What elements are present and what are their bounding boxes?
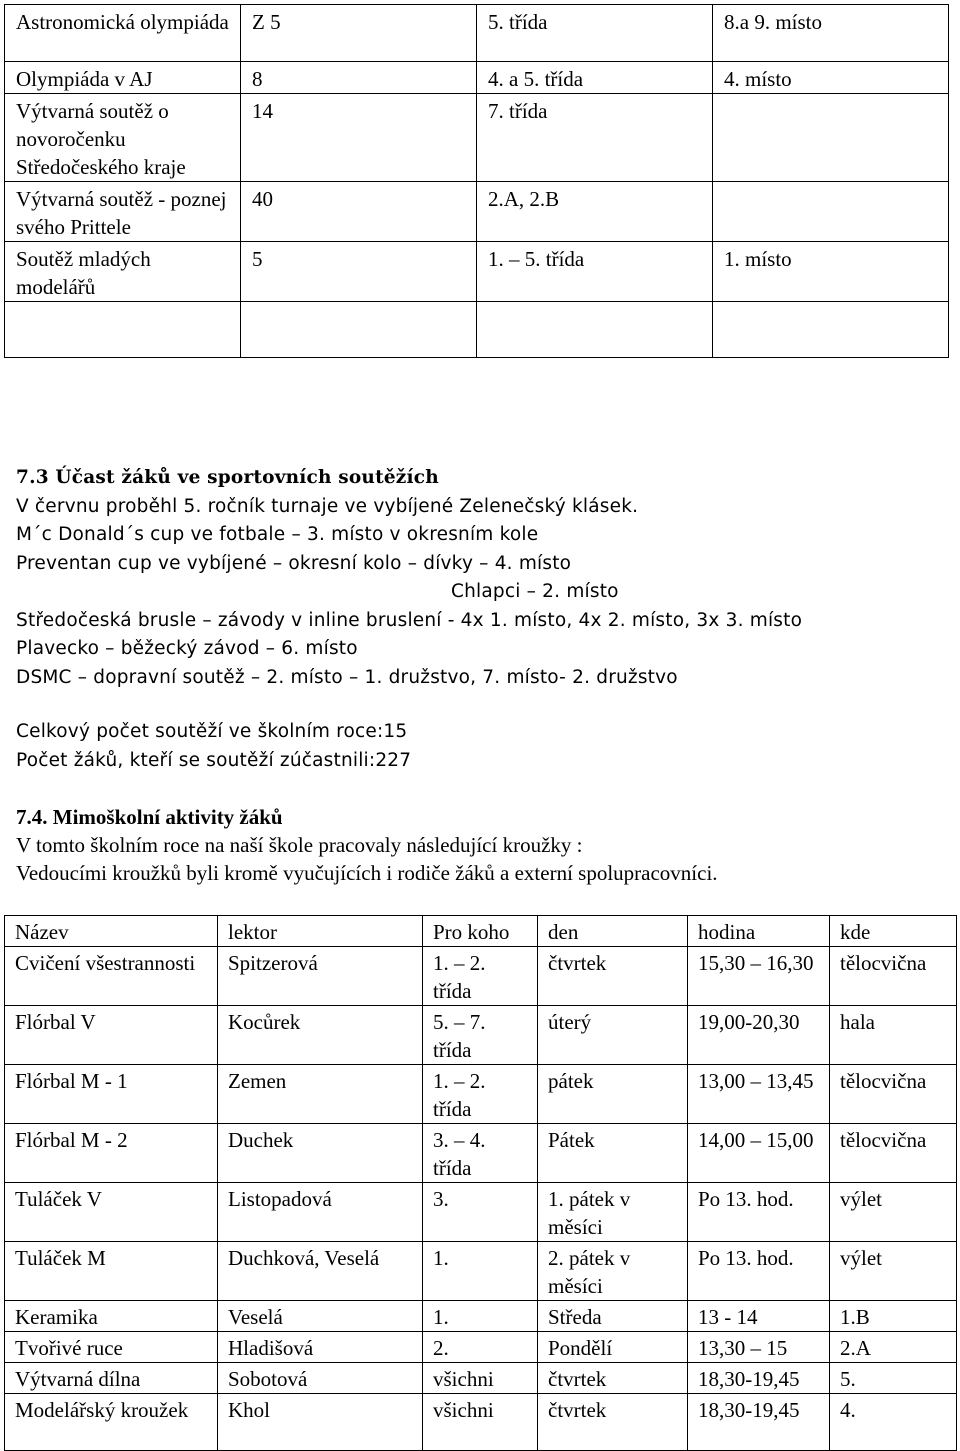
table-cell: 4. a 5. třída: [477, 62, 713, 94]
table-row: [5, 1065, 957, 1124]
table-cell: Flórbal M - 2: [5, 1124, 218, 1183]
table-cell: Zemen: [218, 1065, 423, 1124]
table-cell: Keramika: [5, 1301, 218, 1332]
table-cell: 1. pátek v měsíci: [538, 1183, 688, 1242]
table-cell: 13,00 – 13,45: [688, 1065, 830, 1124]
table-cell: Modelářský kroužek: [5, 1394, 218, 1451]
table-cell: Khol: [218, 1394, 423, 1451]
table-cell: Duchek: [218, 1124, 423, 1183]
text-line: V tomto školním roce na naší škole pracovaly následující kroužky :: [16, 833, 583, 857]
table-cell: 2.: [423, 1332, 538, 1363]
table-cell: Spitzerová: [218, 947, 423, 1006]
text-line: Plavecko – běžecký závod – 6. místo: [16, 638, 358, 659]
table-row: [5, 1124, 957, 1183]
table-cell: 4.: [830, 1394, 957, 1451]
table-cell: Tuláček V: [5, 1183, 218, 1242]
table-cell: výlet: [830, 1183, 957, 1242]
table-cell: 1. – 5. třída: [477, 242, 713, 302]
column-header: hodina: [688, 916, 830, 947]
table-cell: Cvičení všestrannosti: [5, 947, 218, 1006]
table-row: [5, 947, 957, 1006]
table-cell: čtvrtek: [538, 1363, 688, 1394]
table-cell: [477, 302, 713, 358]
table-cell: 5: [241, 242, 477, 302]
column-header: Název: [5, 916, 218, 947]
section-heading: 7.4. Mimoškolní aktivity žáků: [16, 805, 283, 829]
table-cell: Výtvarná soutěž o novoročenku Středočeského kraje: [5, 94, 241, 182]
column-header: den: [538, 916, 688, 947]
table-cell: [5, 302, 241, 358]
table-cell: úterý: [538, 1006, 688, 1065]
table-cell: 1. místo: [713, 242, 949, 302]
column-header: Pro koho: [423, 916, 538, 947]
table-cell: [713, 302, 949, 358]
table-cell: Tuláček M: [5, 1242, 218, 1301]
table-header-row: [5, 916, 957, 947]
text-line: Vedoucími kroužků byli kromě vyučujících i rodiče žáků a externí spolupracovníci.: [16, 861, 718, 885]
table-cell: Olympiáda v AJ: [5, 62, 241, 94]
table-cell: 2.A, 2.B: [477, 182, 713, 242]
table-cell: Flórbal V: [5, 1006, 218, 1065]
table-cell: 1.B: [830, 1301, 957, 1332]
section-heading: 7.3 Účast žáků ve sportovních soutěžích: [16, 467, 439, 488]
table-cell: 7. třída: [477, 94, 713, 182]
table-cell: všichni: [423, 1394, 538, 1451]
table-cell: Z 5: [241, 5, 477, 62]
table-cell: pátek: [538, 1065, 688, 1124]
table-row: [5, 62, 949, 94]
table-row: [5, 1394, 957, 1451]
activities-table: [4, 915, 957, 1451]
text-line: Preventan cup ve vybíjené – okresní kolo – dívky – 4. místo: [16, 552, 572, 574]
table-cell: čtvrtek: [538, 947, 688, 1006]
table-cell: 2. pátek v měsíci: [538, 1242, 688, 1301]
activities-section: [16, 803, 946, 887]
table-cell: 14: [241, 94, 477, 182]
table-cell: 18,30-19,45: [688, 1363, 830, 1394]
table-cell: tělocvična: [830, 947, 957, 1006]
table-cell: čtvrtek: [538, 1394, 688, 1451]
text-line: V červnu proběhl 5. ročník turnaje ve vybíjené Zelenečský klásek.: [16, 495, 639, 517]
table-row: [5, 302, 949, 358]
table-cell: 1.: [423, 1242, 538, 1301]
table-cell: Kocůrek: [218, 1006, 423, 1065]
table-row: [5, 242, 949, 302]
table-cell: Sobotová: [218, 1363, 423, 1394]
table-cell: Výtvarná soutěž - poznej svého Prittele: [5, 182, 241, 242]
table-cell: Listopadová: [218, 1183, 423, 1242]
table-row: [5, 1301, 957, 1332]
table-row: [5, 1242, 957, 1301]
table-cell: tělocvična: [830, 1124, 957, 1183]
table-cell: 15,30 – 16,30: [688, 947, 830, 1006]
table-cell: Po 13. hod.: [688, 1242, 830, 1301]
table-cell: Veselá: [218, 1301, 423, 1332]
text-line: M´c Donald´s cup ve fotbale – 3. místo v okresním kole: [16, 524, 539, 545]
table-cell: Soutěž mladých modelářů: [5, 242, 241, 302]
competitions-table: [4, 4, 949, 358]
table-cell: 19,00-20,30: [688, 1006, 830, 1065]
table-cell: 5.: [830, 1363, 957, 1394]
column-header: lektor: [218, 916, 423, 947]
table-cell: Flórbal M - 1: [5, 1065, 218, 1124]
table-cell: [713, 94, 949, 182]
text-line: Středočeská brusle – závody v inline bruslení - 4x 1. místo, 4x 2. místo, 3x 3. místo: [16, 609, 803, 631]
table-row: [5, 1332, 957, 1363]
table-cell: Tvořivé ruce: [5, 1332, 218, 1363]
table-cell: 18,30-19,45: [688, 1394, 830, 1451]
column-header: kde: [830, 916, 957, 947]
table-cell: 2.A: [830, 1332, 957, 1363]
table-cell: tělocvična: [830, 1065, 957, 1124]
table-row: [5, 1183, 957, 1242]
table-row: [5, 1363, 957, 1394]
table-cell: výlet: [830, 1242, 957, 1301]
table-cell: [713, 182, 949, 242]
table-cell: 1. – 2. třída: [423, 947, 538, 1006]
table-row: [5, 5, 949, 62]
table-row: [5, 1006, 957, 1065]
table-cell: Výtvarná dílna: [5, 1363, 218, 1394]
table-cell: Duchková, Veselá: [218, 1242, 423, 1301]
table-cell: [241, 302, 477, 358]
table-cell: Po 13. hod.: [688, 1183, 830, 1242]
table-row: [5, 182, 949, 242]
table-cell: Pondělí: [538, 1332, 688, 1363]
table-cell: 3.: [423, 1183, 538, 1242]
table-cell: Hladišová: [218, 1332, 423, 1363]
text-line: Chlapci – 2. místo: [451, 581, 619, 602]
table-cell: 8.a 9. místo: [713, 5, 949, 62]
table-cell: 3. – 4. třída: [423, 1124, 538, 1183]
table-cell: 13 - 14: [688, 1301, 830, 1332]
table-cell: 14,00 – 15,00: [688, 1124, 830, 1183]
sports-summary: [16, 718, 946, 775]
table-cell: Astronomická olympiáda: [5, 5, 241, 62]
table-cell: 1. – 2. třída: [423, 1065, 538, 1124]
sports-section: [16, 464, 946, 692]
table-cell: Pátek: [538, 1124, 688, 1183]
table-cell: 8: [241, 62, 477, 94]
table-cell: 13,30 – 15: [688, 1332, 830, 1363]
table-row: [5, 94, 949, 182]
text-line: Celkový počet soutěží ve školním roce:15: [16, 721, 408, 742]
text-line: Počet žáků, kteří se soutěží zúčastnili:227: [16, 749, 412, 771]
table-cell: 5. třída: [477, 5, 713, 62]
table-cell: Středa: [538, 1301, 688, 1332]
table-cell: 40: [241, 182, 477, 242]
table-cell: 5. – 7. třída: [423, 1006, 538, 1065]
table-cell: hala: [830, 1006, 957, 1065]
table-cell: 4. místo: [713, 62, 949, 94]
table-cell: všichni: [423, 1363, 538, 1394]
table-cell: 1.: [423, 1301, 538, 1332]
text-line: DSMC – dopravní soutěž – 2. místo – 1. družstvo, 7. místo- 2. družstvo: [16, 666, 678, 688]
